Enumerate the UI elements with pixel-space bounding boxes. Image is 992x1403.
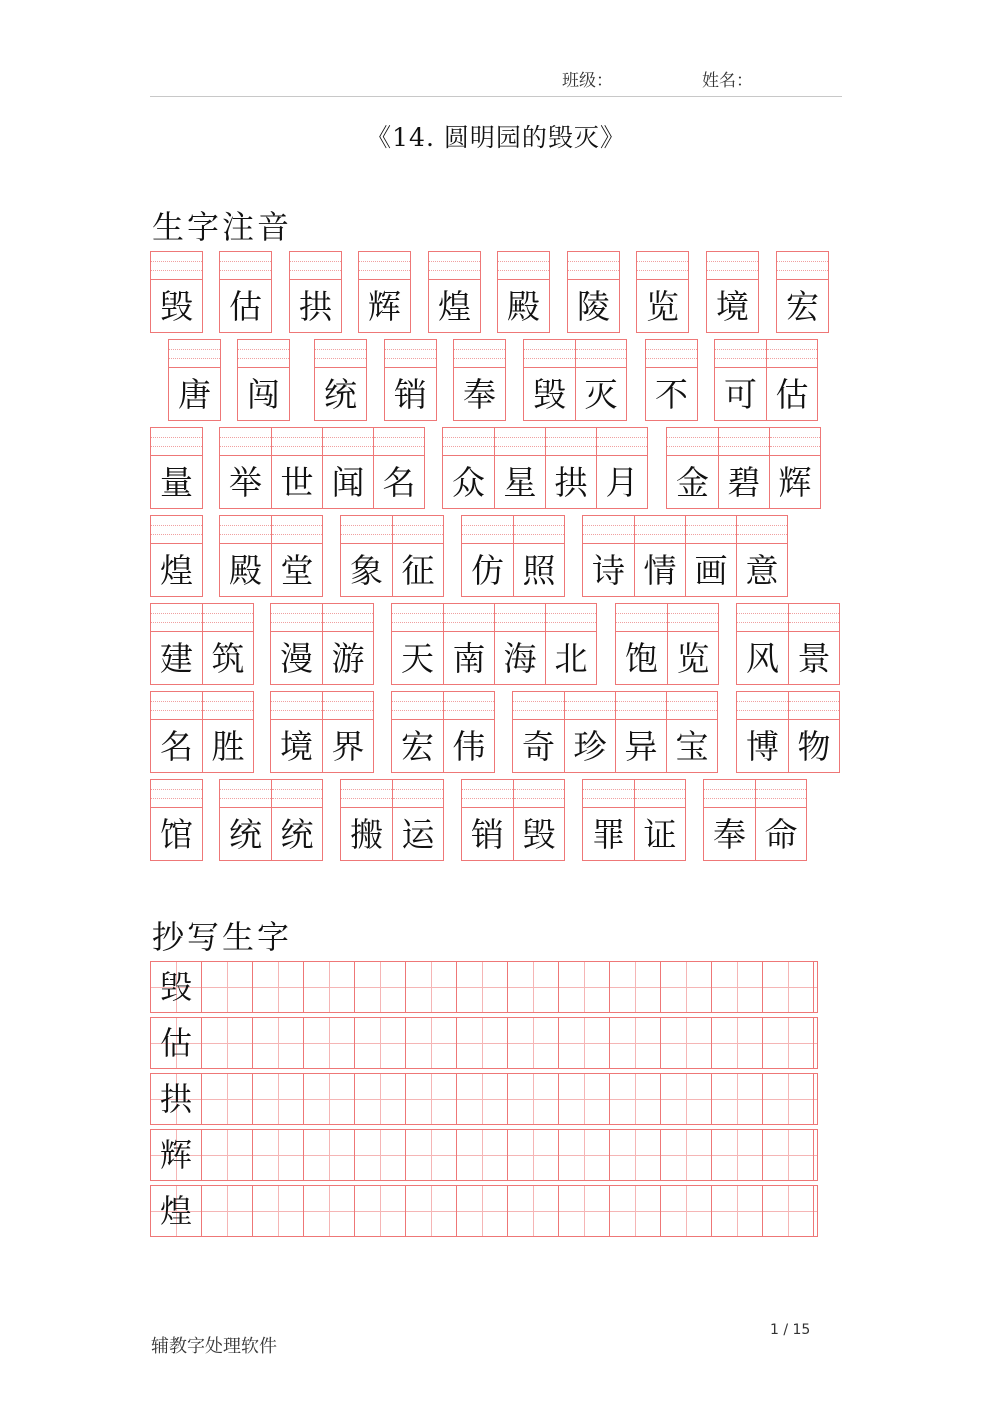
char-cell	[737, 692, 788, 772]
pinyin-word-box	[615, 603, 719, 685]
hanzi-char: 拱	[299, 287, 332, 326]
char-cell	[151, 604, 202, 684]
pinyin-blank[interactable]	[169, 340, 220, 368]
hanzi-char: 陵	[577, 287, 610, 326]
pinyin-word-box	[340, 515, 444, 597]
copy-row[interactable]	[150, 1185, 818, 1237]
pinyin-blank[interactable]	[495, 604, 545, 632]
pinyin-blank[interactable]	[686, 516, 736, 544]
hanzi-char: 闻	[331, 463, 365, 502]
char-cell	[736, 516, 787, 596]
hanzi-char: 游	[331, 639, 365, 678]
pinyin-word-box	[384, 339, 437, 421]
pinyin-word-box	[150, 603, 254, 685]
char-cell	[616, 604, 667, 684]
pinyin-blank[interactable]	[789, 692, 839, 720]
pinyin-blank[interactable]	[767, 340, 817, 368]
pinyin-blank[interactable]	[271, 604, 322, 632]
hanzi-char: 证	[643, 815, 677, 854]
char-cell	[634, 516, 685, 596]
pinyin-blank[interactable]	[393, 516, 443, 544]
pinyin-word-box	[645, 339, 698, 421]
hanzi-char: 情	[643, 551, 677, 590]
char-cell	[271, 780, 322, 860]
pinyin-word-box	[666, 427, 821, 509]
hanzi-char: 境	[716, 287, 749, 326]
char-cell	[220, 252, 271, 332]
pinyin-blank[interactable]	[151, 516, 202, 544]
pinyin-blank[interactable]	[583, 516, 634, 544]
pinyin-blank[interactable]	[667, 428, 718, 456]
hanzi-char: 宝	[675, 727, 709, 766]
char-cell	[462, 516, 513, 596]
char-cell	[596, 428, 647, 508]
pinyin-blank[interactable]	[704, 780, 755, 808]
char-cell	[646, 340, 697, 420]
hanzi-char: 估	[775, 375, 809, 414]
page-title: 《14. 圆明园的毁灭》	[366, 123, 626, 152]
hanzi-char: 伟	[452, 727, 486, 766]
char-cell	[322, 428, 373, 508]
hanzi-char: 殿	[507, 287, 540, 326]
pinyin-blank[interactable]	[272, 428, 322, 456]
hanzi-char: 销	[394, 375, 427, 414]
hanzi-char: 统	[229, 815, 262, 854]
hanzi-char: 界	[331, 727, 365, 766]
hanzi-char: 景	[797, 639, 831, 678]
hanzi-char: 统	[280, 815, 314, 854]
pinyin-word-box	[219, 427, 425, 509]
char-cell	[151, 428, 202, 508]
copy-row[interactable]	[150, 1129, 818, 1181]
pinyin-blank[interactable]	[646, 340, 697, 368]
pinyin-blank[interactable]	[151, 428, 202, 456]
pinyin-word-box	[706, 251, 759, 333]
pinyin-blank[interactable]	[546, 428, 596, 456]
char-cell	[718, 428, 769, 508]
char-cell	[443, 604, 494, 684]
hanzi-char: 罪	[592, 815, 625, 854]
pinyin-word-box	[512, 691, 718, 773]
char-cell	[524, 340, 575, 420]
pinyin-blank[interactable]	[770, 428, 820, 456]
hanzi-char: 名	[382, 463, 416, 502]
hanzi-char: 殿	[229, 551, 262, 590]
hanzi-char: 运	[401, 815, 435, 854]
char-cell	[685, 516, 736, 596]
char-cell	[637, 252, 688, 332]
pinyin-blank[interactable]	[374, 428, 424, 456]
pinyin-blank[interactable]	[777, 252, 828, 280]
pinyin-word-box	[289, 251, 342, 333]
hanzi-char: 辉	[778, 463, 812, 502]
char-cell	[429, 252, 480, 332]
hanzi-char: 览	[646, 287, 679, 326]
hanzi-char: 估	[229, 287, 262, 326]
hanzi-char: 唐	[178, 375, 211, 414]
hanzi-char: 煌	[438, 287, 471, 326]
char-cell	[715, 340, 766, 420]
char-cell	[513, 692, 564, 772]
char-cell	[583, 516, 634, 596]
char-cell	[498, 252, 549, 332]
char-cell	[769, 428, 820, 508]
pinyin-word-box	[582, 779, 686, 861]
char-cell	[443, 692, 494, 772]
pinyin-word-box	[168, 339, 221, 421]
pinyin-word-box	[219, 515, 323, 597]
pinyin-word-box	[714, 339, 818, 421]
pinyin-word-box	[150, 691, 254, 773]
char-cell	[359, 252, 410, 332]
char-cell	[151, 516, 202, 596]
copy-model-char: 毁	[159, 968, 192, 1006]
pinyin-word-box	[237, 339, 290, 421]
pinyin-blank[interactable]	[220, 252, 271, 280]
hanzi-char: 博	[746, 727, 779, 766]
char-cell	[169, 340, 220, 420]
pinyin-blank[interactable]	[719, 428, 769, 456]
char-cell	[513, 516, 564, 596]
char-cell	[322, 692, 373, 772]
hanzi-char: 意	[745, 551, 779, 590]
pinyin-blank[interactable]	[238, 340, 289, 368]
hanzi-char: 碧	[727, 463, 761, 502]
hanzi-char: 仿	[471, 551, 504, 590]
hanzi-char: 举	[229, 463, 262, 502]
class-label: 班级：	[562, 71, 613, 91]
char-cell	[788, 604, 839, 684]
pinyin-word-box	[219, 251, 272, 333]
pinyin-blank[interactable]	[667, 692, 717, 720]
hanzi-char: 风	[746, 639, 779, 678]
pinyin-blank[interactable]	[737, 692, 788, 720]
pinyin-word-box	[497, 251, 550, 333]
pinyin-word-box	[582, 515, 788, 597]
pinyin-word-box	[776, 251, 829, 333]
char-cell	[704, 780, 755, 860]
pinyin-blank[interactable]	[272, 516, 322, 544]
copy-row[interactable]	[150, 1017, 818, 1069]
pinyin-word-box	[736, 691, 840, 773]
char-cell	[545, 428, 596, 508]
hanzi-char: 宏	[401, 727, 434, 766]
pinyin-blank[interactable]	[635, 780, 685, 808]
pinyin-blank[interactable]	[341, 780, 392, 808]
pinyin-blank[interactable]	[392, 604, 443, 632]
hanzi-char: 闯	[247, 375, 280, 414]
hanzi-char: 胜	[211, 727, 245, 766]
pinyin-word-box	[391, 603, 597, 685]
char-cell	[392, 516, 443, 596]
pinyin-blank[interactable]	[514, 516, 564, 544]
pinyin-word-box	[270, 603, 374, 685]
char-cell	[766, 340, 817, 420]
hanzi-char: 星	[503, 463, 537, 502]
hanzi-char: 奉	[463, 375, 496, 414]
char-cell	[568, 252, 619, 332]
hanzi-char: 统	[324, 375, 357, 414]
copy-model-char: 拱	[159, 1080, 192, 1118]
hanzi-char: 辉	[368, 287, 401, 326]
pinyin-blank[interactable]	[546, 604, 596, 632]
pinyin-word-box	[453, 339, 506, 421]
char-cell	[315, 340, 366, 420]
pinyin-word-box	[219, 779, 323, 861]
char-cell	[271, 692, 322, 772]
char-cell	[202, 604, 253, 684]
pinyin-blank[interactable]	[524, 340, 575, 368]
hanzi-char: 拱	[554, 463, 588, 502]
pinyin-blank[interactable]	[393, 780, 443, 808]
pinyin-blank[interactable]	[359, 252, 410, 280]
char-cell	[392, 780, 443, 860]
char-cell	[151, 692, 202, 772]
char-cell	[341, 780, 392, 860]
hanzi-char: 物	[797, 727, 831, 766]
pinyin-blank[interactable]	[462, 780, 513, 808]
hanzi-char: 搬	[350, 815, 383, 854]
char-cell	[666, 692, 717, 772]
char-cell	[564, 692, 615, 772]
pinyin-blank[interactable]	[385, 340, 436, 368]
pinyin-blank[interactable]	[341, 516, 392, 544]
hanzi-char: 诗	[592, 551, 625, 590]
hanzi-char: 北	[554, 639, 588, 678]
pinyin-blank[interactable]	[715, 340, 766, 368]
char-cell	[238, 340, 289, 420]
hanzi-char: 众	[452, 463, 485, 502]
pinyin-word-box	[391, 691, 495, 773]
char-cell	[271, 428, 322, 508]
hanzi-char: 南	[452, 639, 486, 678]
hanzi-char: 征	[401, 551, 435, 590]
copy-row[interactable]	[150, 1073, 818, 1125]
pinyin-blank[interactable]	[513, 692, 564, 720]
char-cell	[322, 604, 373, 684]
pinyin-blank[interactable]	[220, 516, 271, 544]
pinyin-word-box	[150, 779, 203, 861]
hanzi-char: 象	[350, 551, 383, 590]
pinyin-blank[interactable]	[151, 692, 202, 720]
pinyin-blank[interactable]	[151, 604, 202, 632]
pinyin-blank[interactable]	[635, 516, 685, 544]
pinyin-blank[interactable]	[220, 428, 271, 456]
pinyin-blank[interactable]	[444, 604, 494, 632]
hanzi-char: 宏	[786, 287, 819, 326]
pinyin-blank[interactable]	[315, 340, 366, 368]
hanzi-char: 珍	[573, 727, 607, 766]
hanzi-char: 毁	[522, 815, 556, 854]
hanzi-char: 漫	[280, 639, 313, 678]
hanzi-char: 海	[503, 639, 537, 678]
char-cell	[271, 604, 322, 684]
pinyin-blank[interactable]	[568, 252, 619, 280]
pinyin-word-box	[703, 779, 807, 861]
hanzi-char: 煌	[160, 551, 193, 590]
pinyin-word-box	[314, 339, 367, 421]
copy-row[interactable]	[150, 961, 818, 1013]
char-cell	[615, 692, 666, 772]
pinyin-blank[interactable]	[323, 692, 373, 720]
copy-model-char: 估	[159, 1024, 192, 1062]
pinyin-word-box	[461, 515, 565, 597]
char-cell	[667, 604, 718, 684]
pinyin-word-box	[442, 427, 648, 509]
copy-model-char: 辉	[159, 1136, 192, 1174]
pinyin-word-box	[150, 515, 203, 597]
hanzi-char: 饱	[625, 639, 658, 678]
pinyin-blank[interactable]	[220, 780, 271, 808]
hanzi-char: 世	[280, 463, 314, 502]
char-cell	[220, 780, 271, 860]
pinyin-blank[interactable]	[498, 252, 549, 280]
section-title-copy: 抄写生字	[152, 918, 293, 956]
pinyin-blank[interactable]	[444, 692, 494, 720]
pinyin-blank[interactable]	[616, 692, 666, 720]
hanzi-char: 命	[764, 815, 798, 854]
hanzi-char: 照	[522, 551, 556, 590]
hanzi-char: 建	[160, 639, 193, 678]
hanzi-char: 馆	[160, 815, 193, 854]
pinyin-blank[interactable]	[565, 692, 615, 720]
pinyin-word-box	[150, 251, 203, 333]
pinyin-word-box	[636, 251, 689, 333]
hanzi-char: 毁	[160, 287, 193, 326]
hanzi-char: 天	[401, 639, 434, 678]
pinyin-blank[interactable]	[203, 604, 253, 632]
pinyin-blank[interactable]	[392, 692, 443, 720]
char-cell	[220, 516, 271, 596]
pinyin-blank[interactable]	[462, 516, 513, 544]
pinyin-blank[interactable]	[290, 252, 341, 280]
char-cell	[220, 428, 271, 508]
pinyin-blank[interactable]	[597, 428, 647, 456]
char-cell	[575, 340, 626, 420]
pinyin-blank[interactable]	[443, 428, 494, 456]
pinyin-blank[interactable]	[454, 340, 505, 368]
pinyin-blank[interactable]	[323, 428, 373, 456]
hanzi-char: 奇	[522, 727, 555, 766]
char-cell	[271, 516, 322, 596]
hanzi-char: 可	[724, 375, 757, 414]
char-cell	[755, 780, 806, 860]
hanzi-char: 异	[624, 727, 658, 766]
char-cell	[373, 428, 424, 508]
pinyin-word-box	[358, 251, 411, 333]
pinyin-blank[interactable]	[583, 780, 634, 808]
char-cell	[202, 692, 253, 772]
char-cell	[788, 692, 839, 772]
hanzi-char: 筑	[211, 639, 245, 678]
section-title-pinyin: 生字注音	[152, 208, 293, 246]
char-cell	[545, 604, 596, 684]
hanzi-char: 不	[655, 375, 688, 414]
char-cell	[462, 780, 513, 860]
pinyin-blank[interactable]	[203, 692, 253, 720]
char-cell	[341, 516, 392, 596]
pinyin-word-box	[340, 779, 444, 861]
pinyin-blank[interactable]	[272, 780, 322, 808]
pinyin-blank[interactable]	[271, 692, 322, 720]
hanzi-char: 毁	[533, 375, 566, 414]
pinyin-blank[interactable]	[151, 780, 202, 808]
pinyin-blank[interactable]	[576, 340, 626, 368]
hanzi-char: 奉	[713, 815, 746, 854]
pinyin-word-box	[523, 339, 627, 421]
pinyin-word-box	[270, 691, 374, 773]
pinyin-blank[interactable]	[789, 604, 839, 632]
char-cell	[385, 340, 436, 420]
hanzi-char: 画	[694, 551, 728, 590]
pinyin-blank[interactable]	[707, 252, 758, 280]
char-cell	[454, 340, 505, 420]
pinyin-blank[interactable]	[637, 252, 688, 280]
char-cell	[777, 252, 828, 332]
pinyin-blank[interactable]	[737, 516, 787, 544]
pinyin-word-box	[736, 603, 840, 685]
hanzi-char: 名	[160, 727, 193, 766]
pinyin-blank[interactable]	[756, 780, 806, 808]
software-credit: 辅教字处理软件	[151, 1336, 277, 1357]
char-cell	[151, 252, 202, 332]
hanzi-char: 堂	[280, 551, 314, 590]
pinyin-blank[interactable]	[151, 252, 202, 280]
pinyin-blank[interactable]	[514, 780, 564, 808]
pinyin-blank[interactable]	[668, 604, 718, 632]
hanzi-char: 境	[280, 727, 313, 766]
char-cell	[513, 780, 564, 860]
hanzi-char: 灭	[584, 375, 618, 414]
char-cell	[494, 428, 545, 508]
char-cell	[634, 780, 685, 860]
pinyin-blank[interactable]	[429, 252, 480, 280]
copy-model-char: 煌	[159, 1192, 192, 1230]
char-cell	[667, 428, 718, 508]
hanzi-char: 览	[676, 639, 710, 678]
char-cell	[392, 692, 443, 772]
name-label: 姓名：	[702, 71, 753, 91]
pinyin-word-box	[461, 779, 565, 861]
char-cell	[151, 780, 202, 860]
hanzi-char: 月	[605, 463, 639, 502]
char-cell	[737, 604, 788, 684]
char-cell	[707, 252, 758, 332]
pinyin-blank[interactable]	[737, 604, 788, 632]
pinyin-word-box	[150, 427, 203, 509]
hanzi-char: 金	[676, 463, 709, 502]
pinyin-blank[interactable]	[323, 604, 373, 632]
char-cell	[392, 604, 443, 684]
pinyin-word-box	[428, 251, 481, 333]
char-cell	[290, 252, 341, 332]
page-number: 1 / 15	[770, 1322, 811, 1338]
char-cell	[443, 428, 494, 508]
pinyin-blank[interactable]	[495, 428, 545, 456]
pinyin-blank[interactable]	[616, 604, 667, 632]
char-cell	[583, 780, 634, 860]
char-cell	[494, 604, 545, 684]
pinyin-word-box	[567, 251, 620, 333]
hanzi-char: 销	[471, 815, 504, 854]
hanzi-char: 量	[160, 463, 193, 502]
